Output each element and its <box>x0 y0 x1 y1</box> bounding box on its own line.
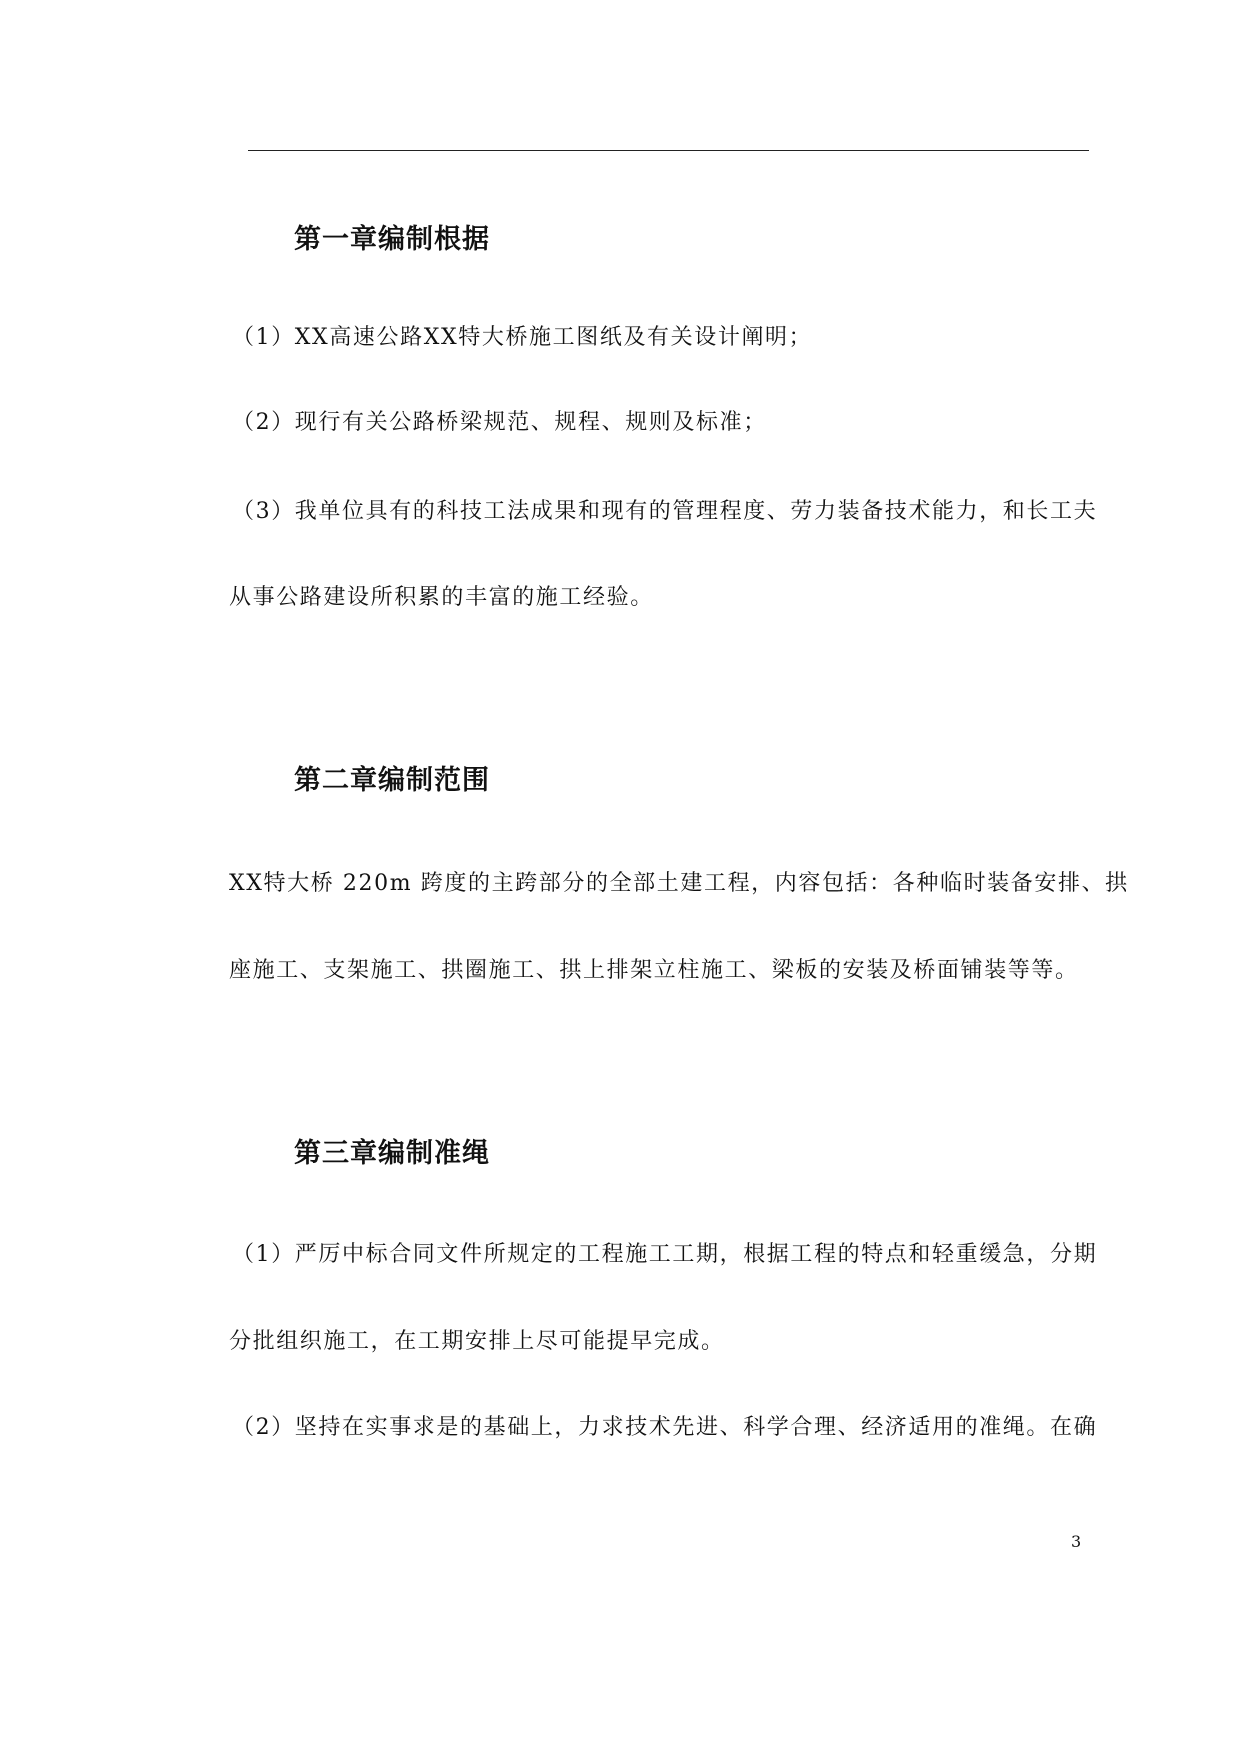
page-number: 3 <box>1071 1532 1082 1551</box>
chapter-1-item-3-continued: 从事公路建设所积累的丰富的施工经验。 <box>229 585 654 610</box>
chapter-2-title: 第二章编制范围 <box>294 765 490 796</box>
chapter-2-paragraph-line-1: XX特大桥 220m 跨度的主跨部分的全部土建工程，内容包括：各种临时装备安排、拱 <box>229 871 1129 896</box>
chapter-1-item-3: （3）我单位具有的科技工法成果和现有的管理程度、劳力装备技术能力，和长工夫 <box>232 499 1098 524</box>
header-rule <box>248 150 1089 151</box>
chapter-1-item-2: （2）现行有关公路桥梁规范、规程、规则及标准； <box>232 410 767 435</box>
chapter-3-item-1: （1）严厉中标合同文件所规定的工程施工工期，根据工程的特点和轻重缓急，分期 <box>232 1242 1098 1267</box>
chapter-3-title: 第三章编制准绳 <box>294 1138 490 1169</box>
chapter-3-item-2: （2）坚持在实事求是的基础上，力求技术先进、科学合理、经济适用的准绳。在确 <box>232 1415 1098 1440</box>
chapter-1-item-1: （1）XX高速公路XX特大桥施工图纸及有关设计阐明； <box>232 325 813 350</box>
chapter-3-item-1-continued: 分批组织施工，在工期安排上尽可能提早完成。 <box>229 1329 725 1354</box>
chapter-1-title: 第一章编制根据 <box>294 224 490 255</box>
chapter-2-paragraph-line-2: 座施工、支架施工、拱圈施工、拱上排架立柱施工、梁板的安装及桥面铺装等等。 <box>229 958 1079 983</box>
